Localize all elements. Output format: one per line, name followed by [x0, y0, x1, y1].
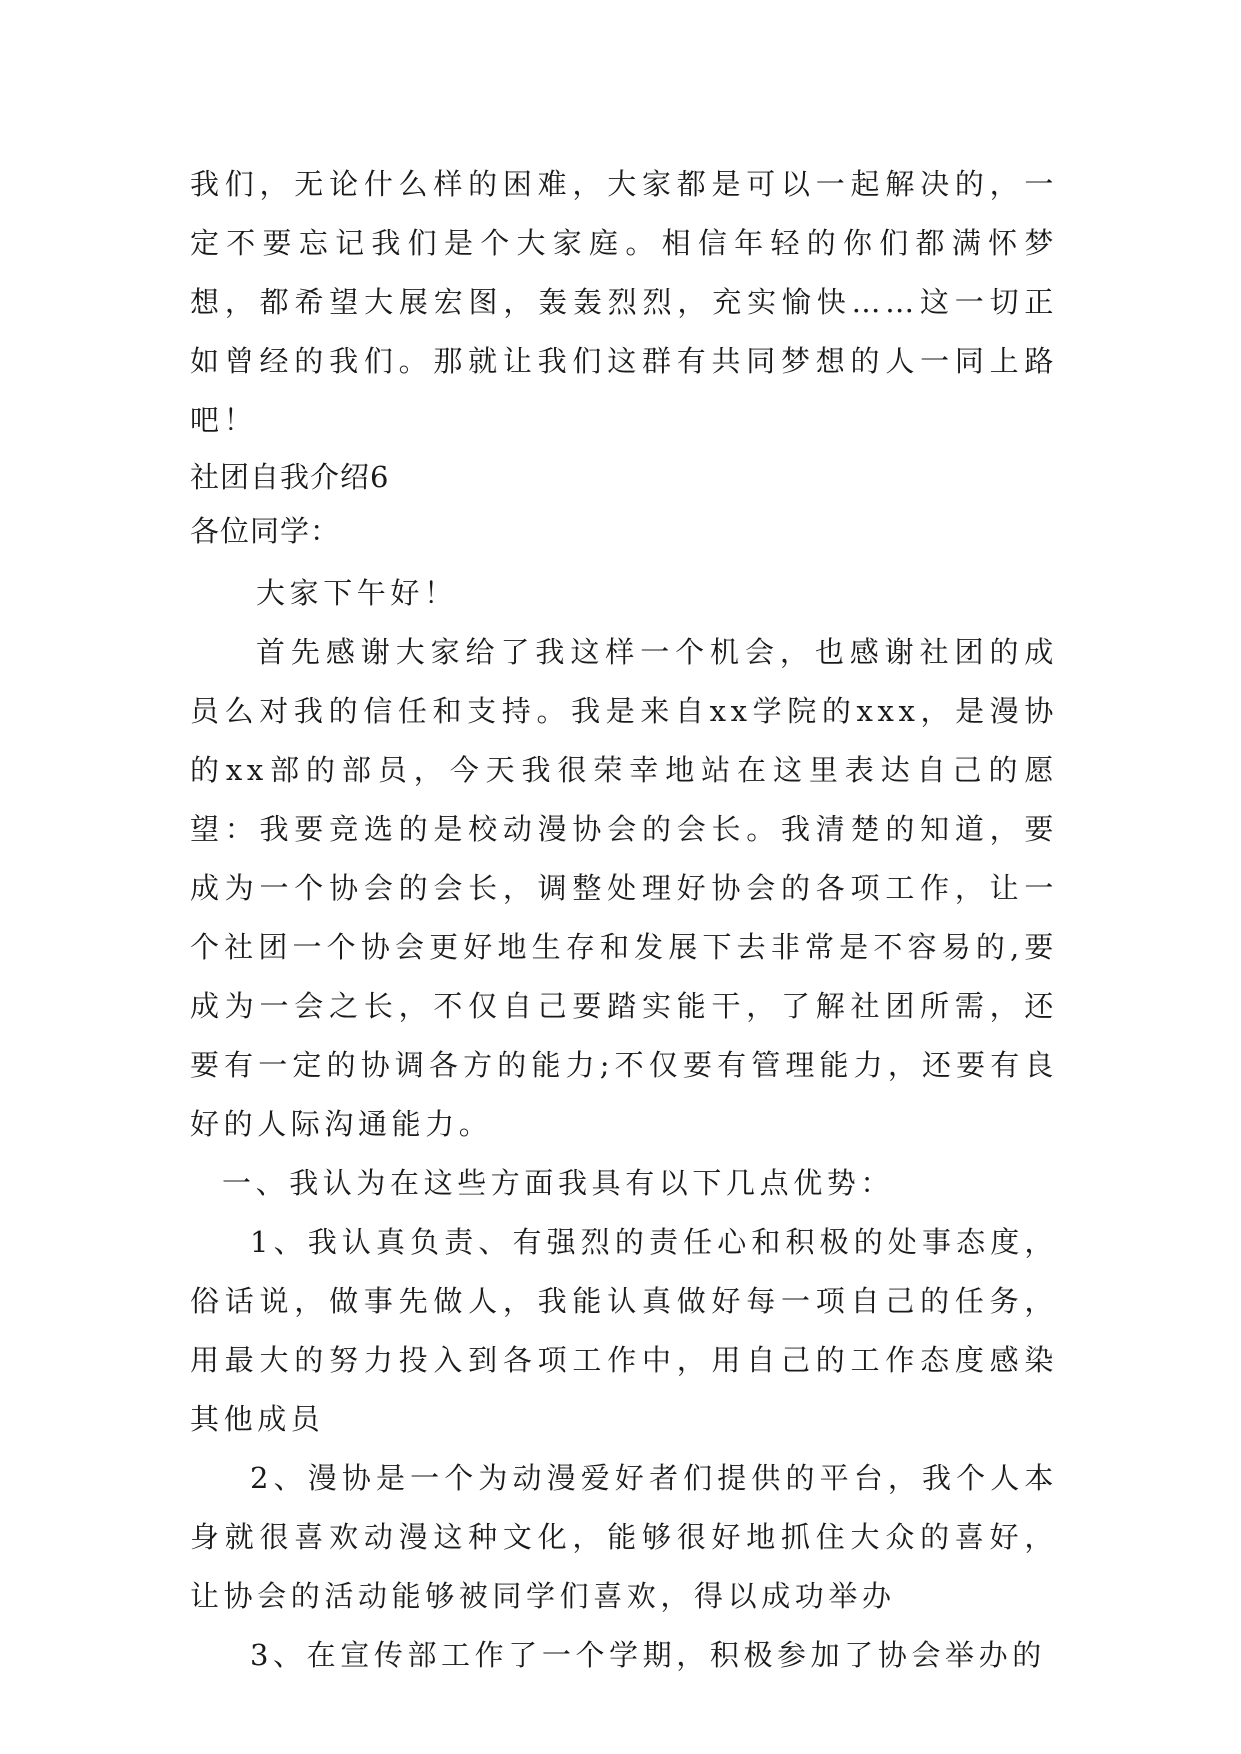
list-item-1: 1、我认真负责、有强烈的责任心和积极的处事态度，俗话说，做事先做人，我能认真做好每一项自己的任务，用最大的努力投入到各项工作中，用自己的工作态度感染其他成员	[190, 1225, 1058, 1436]
paragraph-continuation: 我们，无论什么样的困难，大家都是可以一起解决的，一定不要忘记我们是个大家庭。相信年轻的你们都满怀梦想，都希望大展宏图，轰轰烈烈，充实愉快……这一切正如曾经的我们。那就让我们这群有共同梦想的人一同上路吧！	[190, 167, 1058, 437]
section-heading: 社团自我介绍6	[190, 460, 390, 494]
list-item-3: 3、在宣传部工作了一个学期，积极参加了协会举办的	[250, 1638, 1046, 1672]
list-item-2: 2、漫协是一个为动漫爱好者们提供的平台，我个人本身就很喜欢动漫这种文化，能够很好地抓住大众的喜好，让协会的活动能够被同学们喜欢，得以成功举办	[190, 1461, 1058, 1613]
greeting: 大家下午好！	[256, 576, 458, 610]
salutation: 各位同学：	[190, 514, 341, 548]
document-body	[190, 155, 1058, 1685]
list-heading: 一、我认为在这些方面我具有以下几点优势：	[222, 1166, 895, 1200]
paragraph-intro: 首先感谢大家给了我这样一个机会，也感谢社团的成员么对我的信任和支持。我是来自xx学院的xxx，是漫协的xx部的部员，今天我很荣幸地站在这里表达自己的愿望：我要竞选的是校动漫协会的会长。我清楚的知道，要成为一个协会的会长，调整处理好协会的各项工作，让一个社团一个协会更好地生存和发展下去非常是不容易的,要成为一会之长，不仅自己要踏实能干，了解社团所需，还要有一定的协调各方的能力;不仅要有管理能力，还要有良好的人际沟通能力。	[190, 635, 1058, 1141]
